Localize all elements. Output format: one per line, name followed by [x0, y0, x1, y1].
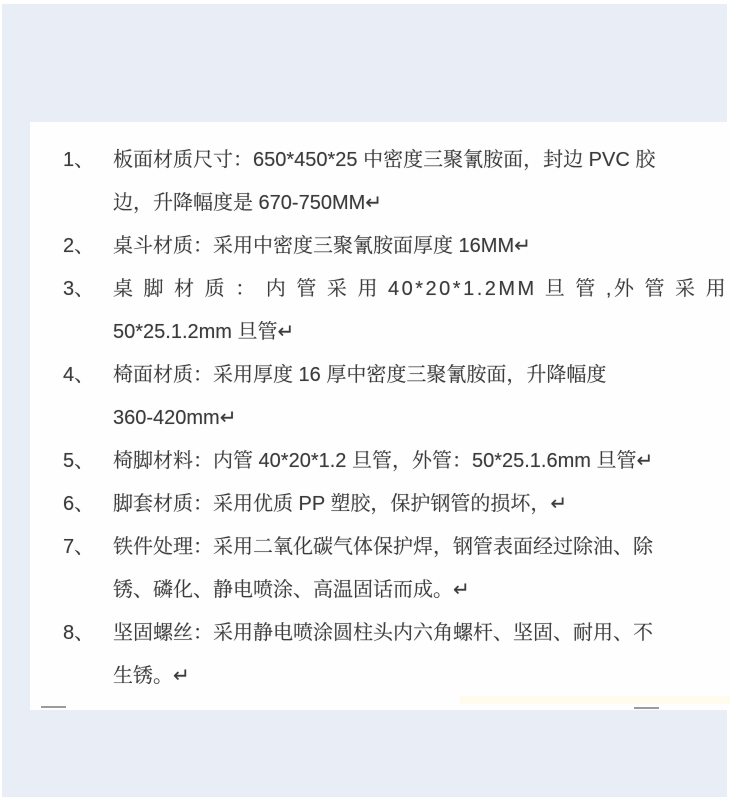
- item-number: 2、: [63, 235, 95, 257]
- scanned-spec-document: [30, 122, 730, 710]
- item-number: 4、: [63, 364, 95, 386]
- list-item: [63, 612, 714, 698]
- item-text-line: 边，升降幅度是 670-750MM↵: [113, 192, 383, 214]
- page-corner-mark: [41, 706, 66, 708]
- item-number: 3、: [63, 278, 95, 300]
- list-item: [63, 526, 714, 612]
- list-item: [63, 225, 714, 268]
- product-description-panel: [2, 4, 727, 797]
- spec-list: [30, 122, 730, 698]
- item-number: 8、: [63, 622, 95, 644]
- item-text-line: 板面材质尺寸：650*450*25 中密度三聚氰胺面，封边 PVC 胶: [113, 149, 656, 171]
- page-corner-mark: [634, 707, 659, 709]
- item-text-line: 生锈。↵: [113, 665, 190, 687]
- list-item: [63, 268, 729, 354]
- item-number: 7、: [63, 536, 95, 558]
- item-text-line: 桌 脚 材 质 ： 内 管 采 用 40*20*1.2MM 旦 管 ,外 管 采 用: [113, 278, 729, 300]
- item-number: 1、: [63, 149, 95, 171]
- item-text-line: 50*25.1.2mm 旦管↵: [113, 321, 295, 343]
- list-item: [63, 354, 714, 440]
- item-number: 6、: [63, 493, 95, 515]
- list-item: [63, 440, 714, 483]
- item-text-line: 椅脚材料：内管 40*20*1.2 旦管，外管：50*25.1.6mm 旦管↵: [113, 450, 654, 472]
- item-text-line: 锈、磷化、静电喷涂、高温固话而成。↵: [113, 579, 470, 601]
- item-text-line: 桌斗材质：采用中密度三聚氰胺面厚度 16MM↵: [113, 235, 531, 257]
- item-text-line: 坚固螺丝：采用静电喷涂圆柱头内六角螺杆、坚固、耐用、不: [113, 622, 653, 644]
- item-text-line: 360-420mm↵: [113, 407, 237, 429]
- item-text-line: 脚套材质：采用优质 PP 塑胶，保护钢管的损坏，↵: [113, 493, 568, 515]
- list-item: [63, 483, 714, 526]
- list-item: [63, 139, 714, 225]
- item-text-line: 椅面材质：采用厚度 16 厚中密度三聚氰胺面，升降幅度: [113, 364, 607, 386]
- item-text-line: 铁件处理：采用二氧化碳气体保护焊，钢管表面经过除油、除: [113, 536, 653, 558]
- item-number: 5、: [63, 450, 95, 472]
